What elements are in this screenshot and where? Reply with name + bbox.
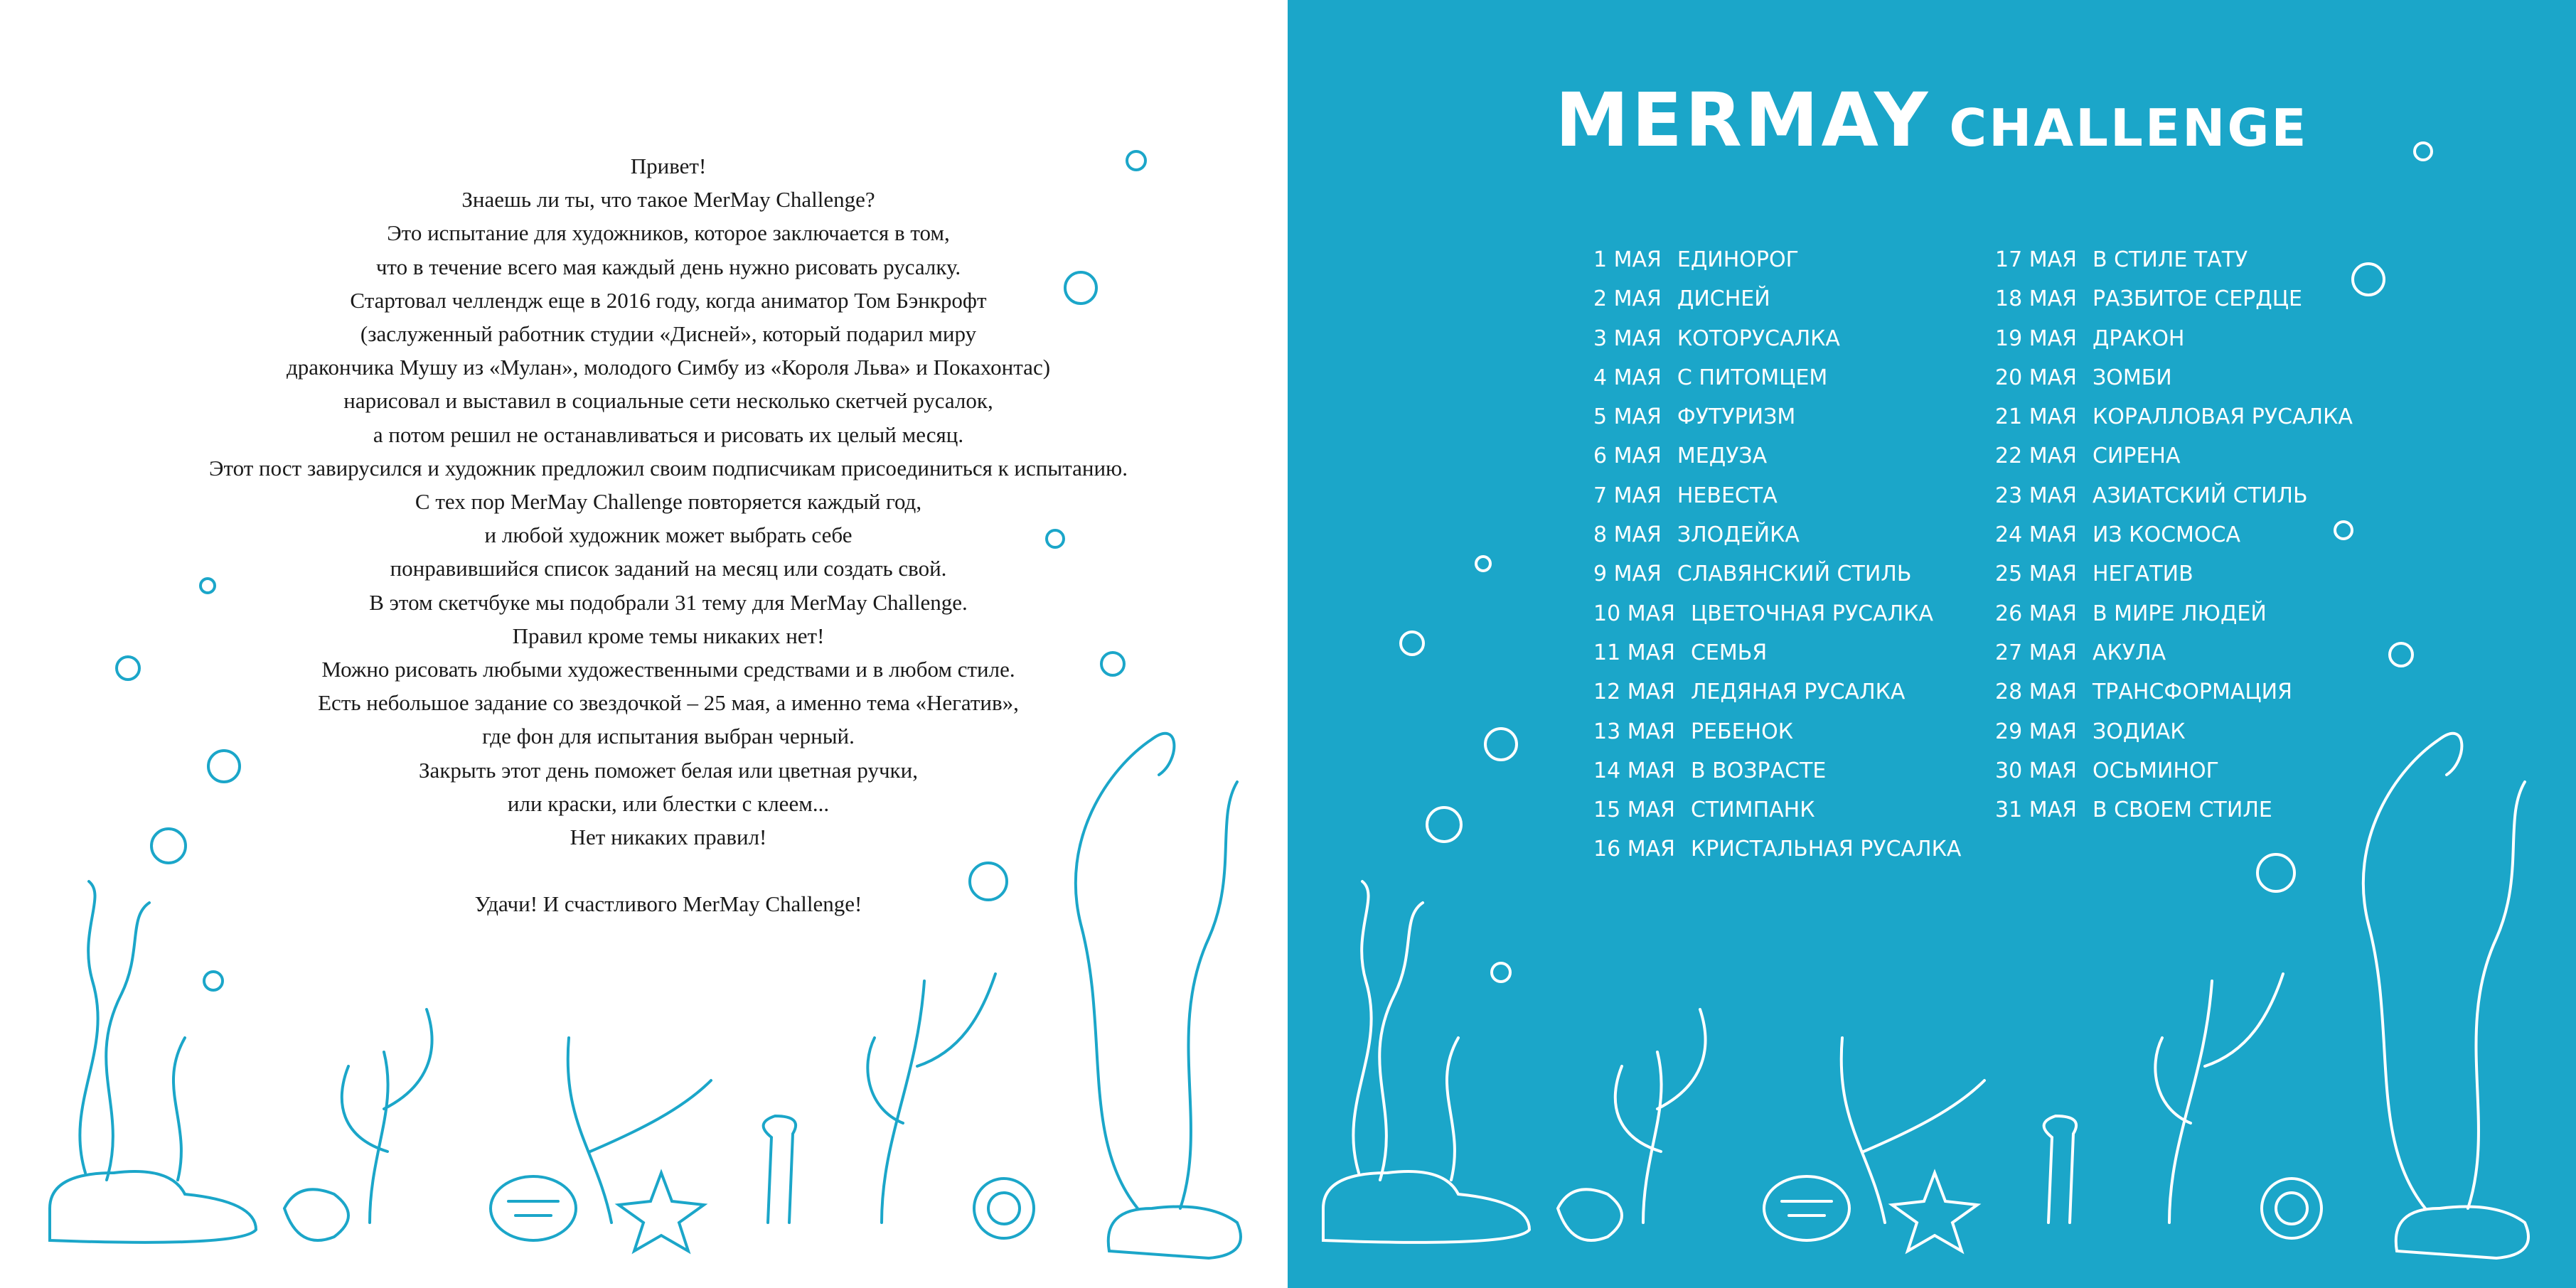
item-date: 11 МАЯ bbox=[1593, 640, 1675, 665]
list-item bbox=[1995, 319, 2353, 358]
list-item bbox=[1593, 515, 1961, 554]
seaweed bbox=[2468, 782, 2525, 1208]
bubble bbox=[204, 972, 223, 990]
item-date: 15 МАЯ bbox=[1593, 798, 1675, 823]
coral bbox=[2155, 974, 2283, 1223]
item-theme: КОТОРУСАЛКА bbox=[1677, 326, 1840, 351]
item-date: 10 МАЯ bbox=[1593, 601, 1675, 626]
list-item bbox=[1593, 554, 1961, 594]
list-item bbox=[1593, 712, 1961, 751]
starfish bbox=[619, 1173, 704, 1251]
list-item bbox=[1995, 594, 2353, 633]
shell bbox=[1764, 1176, 1849, 1240]
rock bbox=[50, 1171, 256, 1243]
list-item bbox=[1995, 751, 2353, 790]
item-theme: НЕВЕСТА bbox=[1677, 483, 1778, 508]
seaweed bbox=[2363, 734, 2462, 1208]
item-theme: РЕБЕНОК bbox=[1690, 719, 1794, 744]
challenge-title bbox=[1288, 77, 2576, 163]
snail-shell bbox=[2276, 1193, 2307, 1224]
item-date: 3 МАЯ bbox=[1593, 326, 1662, 351]
list-item bbox=[1995, 633, 2353, 672]
intro-text bbox=[128, 149, 1209, 921]
list-item bbox=[1593, 240, 1961, 279]
list-item bbox=[1995, 436, 2353, 476]
bubble bbox=[2353, 264, 2384, 295]
bubble bbox=[1401, 632, 1423, 655]
item-theme: С ПИТОМЦЕМ bbox=[1677, 365, 1828, 390]
item-theme: ЗОМБИ bbox=[2092, 365, 2172, 390]
rock bbox=[1108, 1207, 1241, 1259]
starfish bbox=[1892, 1173, 1977, 1251]
item-theme: СТИМПАНК bbox=[1690, 798, 1815, 823]
item-date: 2 МАЯ bbox=[1593, 286, 1662, 312]
conch bbox=[284, 1189, 348, 1240]
item-theme: ЗЛОДЕЙКА bbox=[1677, 522, 1800, 548]
list-item bbox=[1593, 830, 1961, 869]
tube-coral bbox=[764, 1116, 796, 1223]
intro-line: Знаешь ли ты, что такое MerMay Challenge? bbox=[461, 187, 875, 213]
title-main: MERMAY bbox=[1555, 77, 1931, 163]
item-date: 20 МАЯ bbox=[1995, 365, 2077, 390]
list-item bbox=[1995, 712, 2353, 751]
intro-line: Закрыть этот день поможет белая или цветная ручки, bbox=[419, 757, 918, 783]
intro-line: С тех пор MerMay Challenge повторяется каждый год, bbox=[415, 489, 922, 515]
intro-line: Этот пост завирусился и художник предложил своим подписчикам присоединиться к испытанию. bbox=[209, 455, 1128, 481]
shell bbox=[491, 1176, 576, 1240]
seaweed bbox=[1353, 881, 1371, 1173]
coral bbox=[342, 1009, 432, 1223]
shell bbox=[508, 1201, 558, 1215]
item-date: 27 МАЯ bbox=[1995, 640, 2077, 665]
bubble bbox=[2390, 643, 2412, 666]
list-item bbox=[1995, 279, 2353, 318]
shell bbox=[1782, 1201, 1832, 1215]
item-date: 17 МАЯ bbox=[1995, 247, 2077, 272]
closing-line: Удачи! И счастливого MerMay Challenge! bbox=[474, 891, 862, 917]
bubble bbox=[2257, 854, 2294, 891]
item-theme: ДРАКОН bbox=[2092, 326, 2185, 351]
right-page bbox=[1288, 0, 2576, 1288]
item-theme: ФУТУРИЗМ bbox=[1677, 404, 1796, 430]
list-item bbox=[1593, 319, 1961, 358]
item-theme: В СТИЛЕ ТАТУ bbox=[2092, 247, 2248, 272]
item-date: 13 МАЯ bbox=[1593, 719, 1675, 744]
item-date: 26 МАЯ bbox=[1995, 601, 2077, 626]
paragraph-gap bbox=[128, 854, 1209, 887]
intro-line: Привет! bbox=[630, 154, 707, 178]
coral bbox=[867, 974, 995, 1223]
rock bbox=[1323, 1171, 1529, 1243]
item-date: 25 МАЯ bbox=[1995, 562, 2077, 587]
item-theme: В СВОЕМ СТИЛЕ bbox=[2092, 798, 2272, 823]
snail-shell bbox=[974, 1179, 1034, 1238]
coral bbox=[568, 1038, 711, 1223]
seaweed bbox=[173, 1038, 185, 1180]
seaweed bbox=[106, 903, 149, 1180]
item-date: 6 МАЯ bbox=[1593, 444, 1662, 469]
intro-line: Это испытание для художников, которое заключается в том, bbox=[387, 220, 950, 246]
themes-column-1 bbox=[1593, 240, 1961, 869]
bubble bbox=[1492, 963, 1510, 982]
item-date: 19 МАЯ bbox=[1995, 326, 2077, 351]
snail-shell bbox=[2262, 1179, 2321, 1238]
list-item bbox=[1593, 279, 1961, 318]
item-theme: ОСЬМИНОГ bbox=[2092, 758, 2219, 783]
item-date: 29 МАЯ bbox=[1995, 719, 2077, 744]
list-item bbox=[1593, 633, 1961, 672]
intro-line: Нет никаких правил! bbox=[570, 825, 767, 850]
item-theme: В МИРЕ ЛЮДЕЙ bbox=[2092, 601, 2267, 626]
item-theme: КРИСТАЛЬНАЯ РУСАЛКА bbox=[1690, 837, 1962, 862]
item-date: 8 МАЯ bbox=[1593, 522, 1662, 548]
intro-line: Есть небольшое задание со звездочкой – 25 мая, а именно тема «Негатив», bbox=[318, 690, 1019, 716]
list-item bbox=[1995, 358, 2353, 397]
item-date: 22 МАЯ bbox=[1995, 444, 2077, 469]
rock bbox=[2396, 1207, 2528, 1259]
item-theme: СЛАВЯНСКИЙ СТИЛЬ bbox=[1677, 562, 1912, 587]
item-date: 21 МАЯ bbox=[1995, 404, 2077, 430]
item-theme: АЗИАТСКИЙ СТИЛЬ bbox=[2092, 483, 2308, 508]
intro-line: что в течение всего мая каждый день нужно рисовать русалку. bbox=[375, 254, 961, 279]
item-theme: ИЗ КОСМОСА bbox=[2092, 522, 2241, 548]
item-date: 7 МАЯ bbox=[1593, 483, 1662, 508]
item-date: 31 МАЯ bbox=[1995, 798, 2077, 823]
intro-line: а потом решил не останавливаться и рисовать их целый месяц. bbox=[373, 422, 964, 447]
intro-line: Стартовал челлендж еще в 2016 году, когда аниматор Том Бэнкрофт bbox=[350, 287, 987, 313]
list-item bbox=[1593, 751, 1961, 790]
list-item bbox=[1995, 240, 2353, 279]
list-item bbox=[1593, 397, 1961, 436]
item-date: 24 МАЯ bbox=[1995, 522, 2077, 548]
list-item bbox=[1593, 476, 1961, 515]
item-date: 5 МАЯ bbox=[1593, 404, 1662, 430]
item-date: 16 МАЯ bbox=[1593, 837, 1675, 862]
item-theme: АКУЛА bbox=[2092, 640, 2166, 665]
list-item bbox=[1593, 358, 1961, 397]
item-theme: ЗОДИАК bbox=[2092, 719, 2186, 744]
item-theme: СЕМЬЯ bbox=[1690, 640, 1768, 665]
item-date: 28 МАЯ bbox=[1995, 680, 2077, 705]
list-item bbox=[1995, 397, 2353, 436]
item-date: 30 МАЯ bbox=[1995, 758, 2077, 783]
item-theme: ДИСНЕЙ bbox=[1677, 286, 1770, 312]
snail-shell bbox=[988, 1193, 1020, 1224]
intro-line: и любой художник может выбрать себе bbox=[484, 522, 853, 548]
item-theme: ЦВЕТОЧНАЯ РУСАЛКА bbox=[1690, 601, 1933, 626]
list-item bbox=[1995, 515, 2353, 554]
seaweed bbox=[1447, 1038, 1458, 1180]
item-theme: КОРАЛЛОВАЯ РУСАЛКА bbox=[2092, 404, 2353, 430]
item-theme: В ВОЗРАСТЕ bbox=[1690, 758, 1827, 783]
bubble bbox=[1476, 557, 1490, 571]
list-item bbox=[1995, 554, 2353, 594]
list-item bbox=[1593, 790, 1961, 830]
intro-line: где фон для испытания выбран черный. bbox=[482, 724, 855, 749]
item-theme: РАЗБИТОЕ СЕРДЦЕ bbox=[2092, 286, 2302, 312]
conch bbox=[1558, 1189, 1622, 1240]
item-date: 9 МАЯ bbox=[1593, 562, 1662, 587]
coral bbox=[1842, 1038, 1984, 1223]
list-item bbox=[1995, 672, 2353, 712]
list-item bbox=[1995, 790, 2353, 830]
seaweed bbox=[80, 881, 97, 1173]
intro-line: нарисовал и выставил в социальные сети несколько скетчей русалок, bbox=[343, 388, 993, 414]
intro-line: В этом скетчбуке мы подобрали 31 тему для MerMay Challenge. bbox=[369, 589, 968, 615]
item-date: 4 МАЯ bbox=[1593, 365, 1662, 390]
item-date: 1 МАЯ bbox=[1593, 247, 1662, 272]
intro-line: или краски, или блестки с клеем... bbox=[507, 790, 830, 816]
item-theme: ЕДИНОРОГ bbox=[1677, 247, 1799, 272]
themes-column-2 bbox=[1995, 240, 2353, 830]
intro-line: понравившийся список заданий на месяц или создать свой. bbox=[390, 556, 947, 581]
item-theme: МЕДУЗА bbox=[1677, 444, 1768, 469]
item-theme: НЕГАТИВ bbox=[2092, 562, 2193, 587]
intro-line: (заслуженный работник студии «Дисней», который подарил миру bbox=[360, 321, 977, 347]
list-item bbox=[1995, 476, 2353, 515]
intro-line: Можно рисовать любыми художественными средствами и в любом стиле. bbox=[321, 657, 1015, 682]
tube-coral bbox=[2044, 1116, 2076, 1223]
title-sub: CHALLENGE bbox=[1949, 98, 2309, 158]
intro-line: дракончика Мушу из «Мулан», молодого Симбу из «Короля Льва» и Покахонтас) bbox=[286, 355, 1051, 380]
item-date: 12 МАЯ bbox=[1593, 680, 1675, 705]
intro-line: Правил кроме темы никаких нет! bbox=[512, 623, 825, 648]
list-item bbox=[1593, 672, 1961, 712]
bubble bbox=[1485, 729, 1517, 760]
list-item bbox=[1593, 594, 1961, 633]
coral bbox=[1615, 1009, 1706, 1223]
bubble bbox=[1427, 807, 1461, 842]
item-theme: СИРЕНА bbox=[2092, 444, 2181, 469]
seaweed bbox=[1379, 903, 1423, 1180]
item-theme: ЛЕДЯНАЯ РУСАЛКА bbox=[1690, 680, 1906, 705]
list-item bbox=[1593, 436, 1961, 476]
item-date: 23 МАЯ bbox=[1995, 483, 2077, 508]
item-date: 18 МАЯ bbox=[1995, 286, 2077, 312]
item-date: 14 МАЯ bbox=[1593, 758, 1675, 783]
item-theme: ТРАНСФОРМАЦИЯ bbox=[2092, 680, 2292, 705]
